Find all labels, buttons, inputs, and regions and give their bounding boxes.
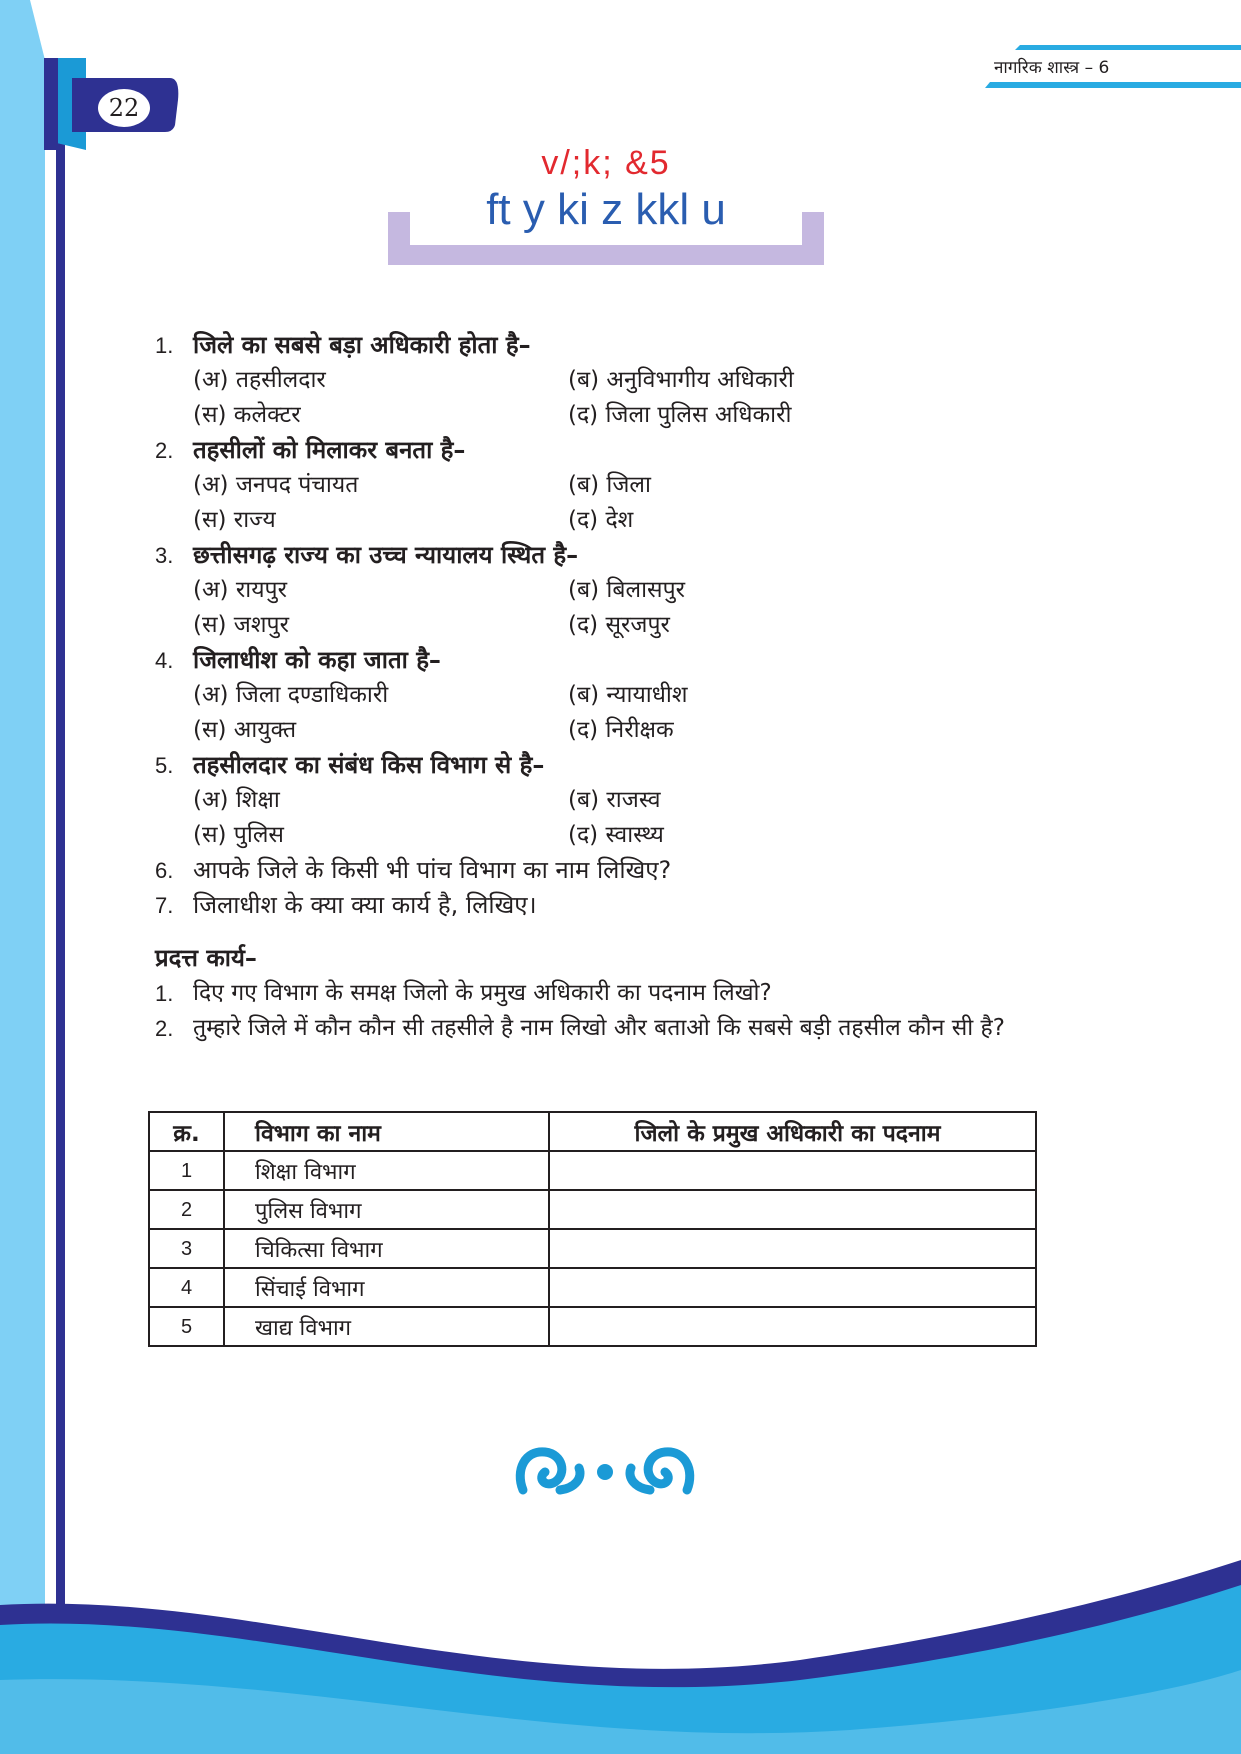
question-6 xyxy=(155,853,1095,888)
question-number: 7. xyxy=(155,893,174,918)
question-text: जिलाधीश के क्या क्या कार्य है, लिखिए। xyxy=(193,891,537,919)
task-number: 1. xyxy=(155,981,174,1006)
serial-cell: 4 xyxy=(180,1277,193,1299)
page-number: 22 xyxy=(98,89,150,127)
chapter-title: ft y ki z kkl u xyxy=(486,185,726,234)
option: (ब) न्यायाधीश xyxy=(568,682,688,708)
department-cell: खाद्य विभाग xyxy=(224,1307,549,1346)
option: (ब) राजस्व xyxy=(568,787,661,813)
question-1 xyxy=(155,328,1095,433)
task-text: दिए गए विभाग के समक्ष जिलो के प्रमुख अधिकारी का पदनाम लिखो? xyxy=(193,980,772,1006)
question-number: 6. xyxy=(155,858,174,883)
serial-cell: 3 xyxy=(180,1238,193,1260)
officer-cell[interactable] xyxy=(549,1151,1036,1190)
table-row xyxy=(149,1229,1036,1268)
question-text: जिलाधीश को कहा जाता है– xyxy=(193,646,441,674)
option: (अ) रायपुर xyxy=(193,577,288,603)
assignment-task-1 xyxy=(155,976,1095,1011)
option: (द) निरीक्षक xyxy=(568,717,674,743)
officer-cell[interactable] xyxy=(549,1190,1036,1229)
option: (अ) जिला दण्डाधिकारी xyxy=(193,682,389,708)
officer-cell[interactable] xyxy=(549,1307,1036,1346)
question-number: 5. xyxy=(155,753,174,778)
option: (द) देश xyxy=(568,507,634,533)
option: (द) सूरजपुर xyxy=(568,612,670,638)
table-header-row xyxy=(149,1112,1036,1151)
chapter-number: v/;k; &5 xyxy=(541,144,671,182)
option: (ब) बिलासपुर xyxy=(568,577,686,603)
department-cell: शिक्षा विभाग xyxy=(224,1151,549,1190)
task-text: तुम्हारे जिले में कौन कौन सी तहसीले है नाम लिखो और बताओ कि सबसे बड़ी तहसील कौन सी है? xyxy=(193,1015,1005,1041)
question-2 xyxy=(155,433,1095,538)
question-5 xyxy=(155,748,1095,853)
question-3 xyxy=(155,538,1095,643)
question-7 xyxy=(155,888,1095,923)
officer-cell[interactable] xyxy=(549,1229,1036,1268)
table-row xyxy=(149,1268,1036,1307)
department-cell: चिकित्सा विभाग xyxy=(224,1229,549,1268)
department-officer-table xyxy=(148,1111,1037,1347)
serial-cell: 2 xyxy=(180,1199,193,1221)
column-header-officer: जिलो के प्रमुख अधिकारी का पदनाम xyxy=(549,1112,1036,1151)
option: (अ) शिक्षा xyxy=(193,787,280,813)
question-number: 3. xyxy=(155,543,174,568)
column-header-serial: क्र. xyxy=(149,1112,224,1151)
question-number: 4. xyxy=(155,648,174,673)
end-ornament-icon xyxy=(505,1440,705,1500)
question-text: तहसीलों को मिलाकर बनता है– xyxy=(193,436,466,464)
option: (अ) जनपद पंचायत xyxy=(193,472,359,498)
serial-cell: 1 xyxy=(180,1160,193,1182)
question-text: छत्तीसगढ़ राज्य का उच्च न्यायालय स्थित है– xyxy=(193,541,579,569)
serial-cell: 5 xyxy=(180,1316,193,1338)
option: (अ) तहसीलदार xyxy=(193,367,326,393)
header-line-top xyxy=(1015,45,1241,50)
option: (स) आयुक्त xyxy=(193,717,297,743)
page-tab-dark xyxy=(44,58,58,150)
option: (द) जिला पुलिस अधिकारी xyxy=(568,402,792,428)
option: (स) राज्य xyxy=(193,507,276,533)
table-row xyxy=(149,1307,1036,1346)
question-number: 1. xyxy=(155,333,174,358)
exercise-content xyxy=(155,328,1095,1046)
left-vertical-rule xyxy=(56,60,65,1620)
header-line-bottom xyxy=(985,82,1241,88)
assignment-heading: प्रदत्त कार्य– xyxy=(155,944,257,972)
left-margin-band xyxy=(0,0,45,1620)
department-cell: सिंचाई विभाग xyxy=(224,1268,549,1307)
option: (स) जशपुर xyxy=(193,612,289,638)
option: (ब) अनुविभागीय अधिकारी xyxy=(568,367,794,393)
option: (ब) जिला xyxy=(568,472,651,498)
column-header-department: विभाग का नाम xyxy=(224,1112,549,1151)
department-cell: पुलिस विभाग xyxy=(224,1190,549,1229)
table-row xyxy=(149,1151,1036,1190)
question-text: जिले का सबसे बड़ा अधिकारी होता है– xyxy=(193,331,531,359)
table-row xyxy=(149,1190,1036,1229)
option: (स) पुलिस xyxy=(193,822,284,848)
assignment-task-2 xyxy=(155,1011,1095,1046)
question-text: तहसीलदार का संबंध किस विभाग से है– xyxy=(193,751,545,779)
question-text: आपके जिले के किसी भी पांच विभाग का नाम लिखिए? xyxy=(193,856,672,884)
book-title-header: नागरिक शास्त्र – 6 xyxy=(994,58,1110,78)
officer-cell[interactable] xyxy=(549,1268,1036,1307)
option: (द) स्वास्थ्य xyxy=(568,822,664,848)
option: (स) कलेक्टर xyxy=(193,402,301,428)
question-4 xyxy=(155,643,1095,748)
question-number: 2. xyxy=(155,438,174,463)
task-number: 2. xyxy=(155,1016,174,1041)
